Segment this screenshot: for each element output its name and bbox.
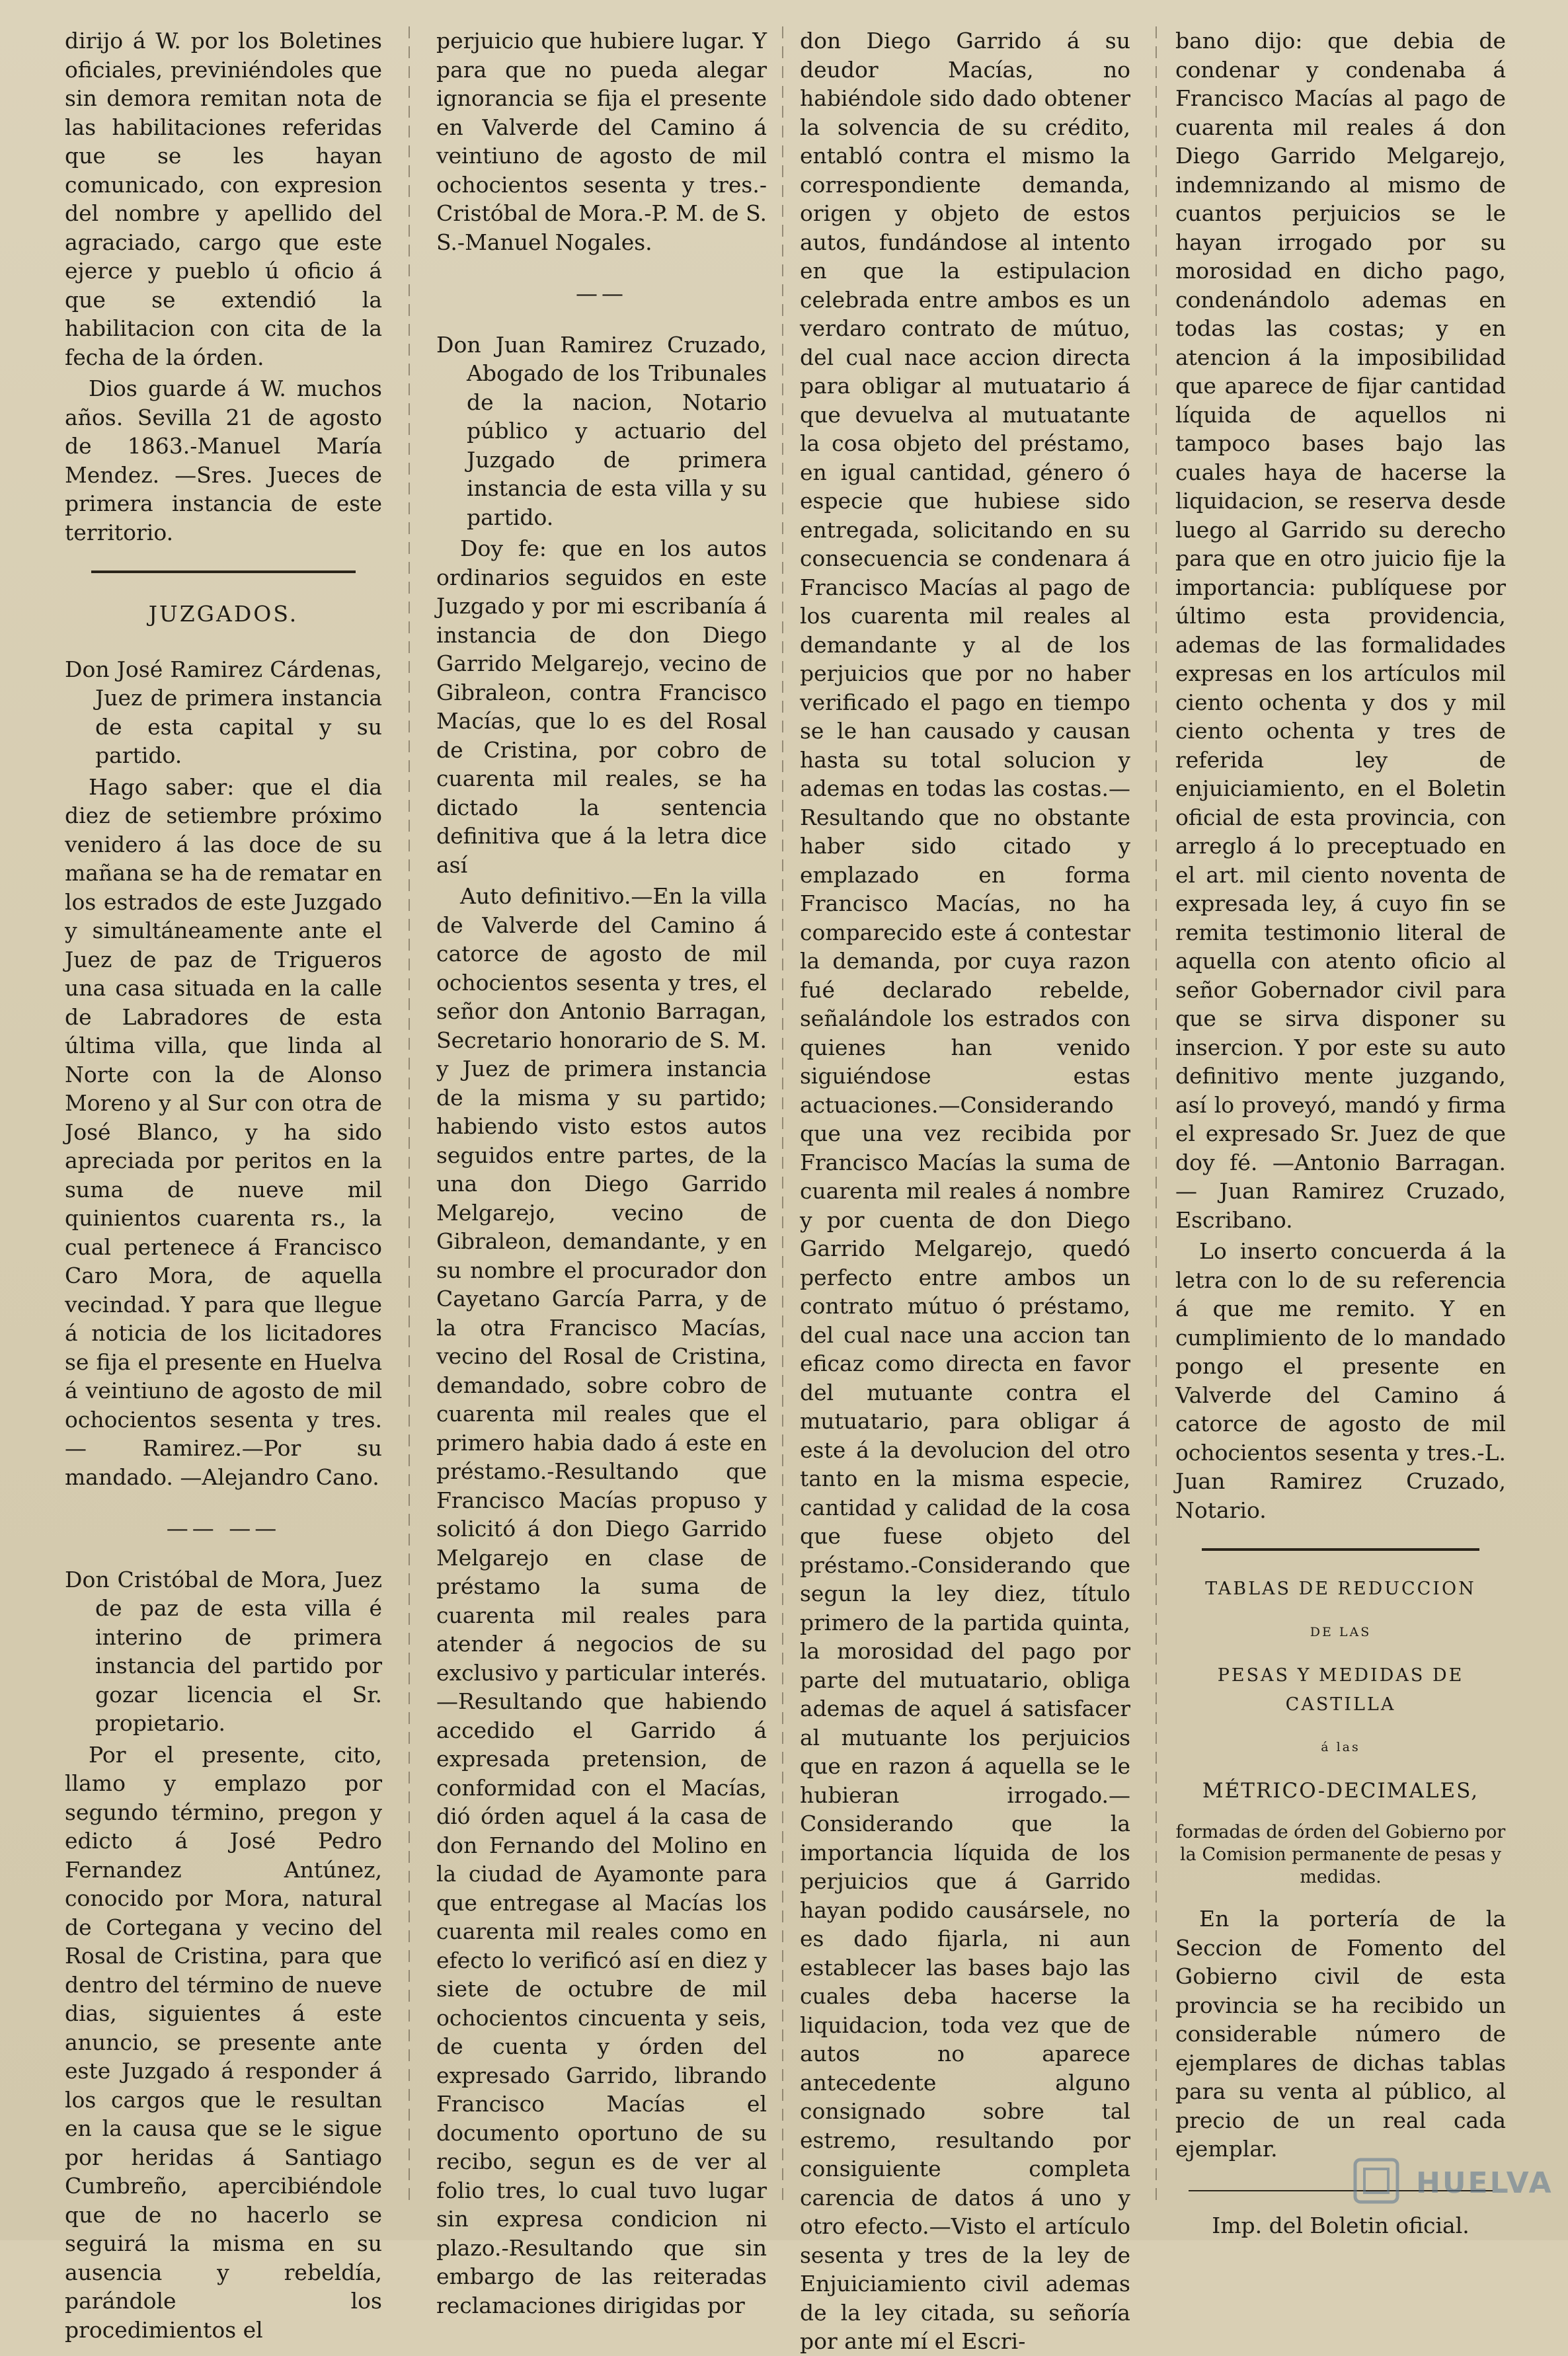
column-3 <box>800 26 1130 2354</box>
watermark-text: HUELVA <box>1416 2166 1553 2200</box>
section-rule <box>1202 1548 1479 1551</box>
paragraph: Lo inserto concuerda á la letra con lo de su referencia á que me remito. Y en cumplimiento de lo mandado pongo el presente en Valverde del Camino á catorce de agosto de mil ochocientos sesenta y tres.-L. Juan Ramirez Cruzado, Notario. <box>1175 1238 1506 1523</box>
paragraph: perjuicio que hubiere lugar. Y para que no pueda alegar ignorancia se fija el presente en Valverde del Camino á veintiuno de agosto de mil ochocientos sesenta y tres.- Cristóbal de Mora.-P. M. de S. S.-Manuel Nogales. <box>436 28 767 255</box>
paragraph: don Diego Garrido á su deudor Macías, no habiéndole sido dado obtener la solvencia de su crédito, entabló contra el mismo la correspondiente demanda, origen y objeto de estos autos, fundándose al intento en que la estipulacion celebrada entre ambos es un verdaro contrato de mútuo, del cual nace accion directa para obligar al mutuatario á que devuelva al mutuatante la cosa objeto del préstamo, en igual cantidad, género ó especie que hubiese sido entregada, solicitando en su consecuencia se condenara á Francisco Macías al pago de los cuarenta mil reales al demandante y al de los perjuicios que por no haber verificado el pago en tiempo se le han causado y causan hasta su total solucion y ademas en todas las costas.—Resultando que no obstante haber sido citado y emplazado en forma Francisco Macías, no ha comparecido este á contestar la demanda, por cuya razon fué declarado rebelde, señalándole los estrados con quienes han venido siguiéndose estas actuaciones.—Considerando que una vez recibida por Francisco Macías la suma de cuarenta mil reales á nombre y por cuenta de don Diego Garrido Melgarejo, quedó perfecto entre ambos un contrato mútuo ó préstamo, del cual nace una accion tan eficaz como directa en favor del mutuante contra el mutuatario, para obligar á este á la devolucion del otro tanto en la misma especie, cantidad y calidad de la cosa que fuese objeto del préstamo.-Considerando que segun la ley diez, título primero de la partida quinta, la morosidad del pago por parte del mutuatario, obliga ademas de aquel á satisfacer al mutuante los perjuicios que en razon á aquella se le hubieran irrogado.—Considerando que la importancia líquida de los perjuicios que á Garrido hayan podido causársele, no es dado fijarla, ni aun establecer las bases bajo las cuales deba hacerse la liquidacion, toda vez que de autos no aparece antecedente alguno consignado sobre tal estremo, resultando por consiguiente completa carencia de datos á uno y otro efecto.—Visto el artículo sesenta y tres de la ley de Enjuiciamiento civil ademas de la ley citada, su señoría por ante mí el Escri- <box>800 28 1130 2354</box>
separator: —— —— <box>166 1515 281 1541</box>
tables-title: PESAS Y MEDIDAS DE CASTILLA <box>1217 1665 1464 1715</box>
section-rule <box>91 570 356 573</box>
paragraph: dirijo á W. por los Boletines oficiales, previniéndoles que sin demora remitan nota de las habilitaciones referidas que se les hayan comunicado, con expresion del nombre y apellido del agraciado, cargo que este ejerce y pueblo ú oficio á que se extendió la habilitacion con cita de la fecha de la órden. <box>65 28 382 370</box>
notice-heading: Don Cristóbal de Mora, Juez de paz de esta villa é interino de primera instancia del partido por gozar licencia el Sr. propietario. <box>65 1566 382 1736</box>
tables-subtitle: DE LAS <box>1310 1624 1372 1639</box>
paragraph: bano dijo: que debia de condenar y condenaba á Francisco Macías al pago de cuarenta mil reales á don Diego Garrido Melgarejo, indemnizando al mismo de cuantos perjuicios se le hayan irrogado por su morosidad en dicho pago, condenándolo ademas en todas las costas; y en atencion á la imposibilidad que aparece de fijar cantidad líquida de aquellos ni tampoco bases bajo las cuales haya de hacerse la liquidacion, se reserva desde luego al Garrido su derecho para que en otro juicio fije la importancia: publíquese por último esta providencia, ademas de las formalidades expresas en los artículos mil ciento ochenta y dos y mil ciento ochenta y tres de referida ley de enjuiciamiento, en el Boletin oficial de esta provincia, con arreglo á lo preceptuado en el art. mil ciento noventa de expresada ley, á cuyo fin se remita testimonio literal de aquella con atento oficio al señor Gobernador civil para que se sirva disponer su insercion. Y por este su auto definitivo mente juzgando, así lo proveyó, mandó y firma el expresado Sr. Juez de que doy fé. —Antonio Barragan. — Juan Ramirez Cruzado, Escribano. <box>1175 28 1506 1233</box>
notice-heading: Don José Ramirez Cárdenas, Juez de primera instancia de esta capital y su partido. <box>65 656 382 768</box>
imprint: Imp. del Boletin oficial. <box>1212 2212 1470 2238</box>
column-2 <box>436 26 767 2318</box>
watermark-logo <box>1350 2154 1553 2214</box>
column-1 <box>65 26 382 2343</box>
tables-note: formadas de órden del Gobierno por la Comision permanente de pesas y medidas. <box>1175 1822 1506 1887</box>
paragraph: Auto definitivo.—En la villa de Valverde del Camino á catorce de agosto de mil ochocientos sesenta y tres, el señor don Antonio Barragan, Secretario honorario de S. M. y Juez de primera instancia de la misma y su partido; habiendo visto estos autos seguidos entre partes, de la una don Diego Garrido Melgarejo, vecino de Gibraleon, demandante, y en su nombre el procurador don Cayetano García Parra, y de la otra Francisco Macías, vecino del Rosal de Cristina, demandado, sobre cobro de cuarenta mil reales que el primero habia dado á este en préstamo.-Resultando que Francisco Macías propuso y solicitó á don Diego Garrido Melgarejo en clase de préstamo la suma de cuarenta mil reales para atender á negocios de su exclusivo y particular interés.—Resultando que habiendo accedido el Garrido á expresada pretension, de conformidad con el Macías, dió órden aquel á la casa de don Fernando del Molino en la ciudad de Ayamonte para que entregase al Macías los cuarenta mil reales como en efecto lo verificó así en diez y siete de octubre de mil ochocientos cincuenta y seis, de cuenta y órden del expresado Garrido, librando Francisco Macías el documento oportuno de su recibo, segun es de ver al folio tres, lo cual tuvo lugar sin expresa condicion ni plazo.-Resultando que sin embargo de las reiteradas reclamaciones dirigidas por <box>436 883 767 2318</box>
section-title: JUZGADOS. <box>148 601 299 627</box>
column-divider <box>409 26 410 2201</box>
tables-title: TABLAS DE REDUCCION <box>1205 1579 1476 1599</box>
notice-heading: Don Juan Ramirez Cruzado, Abogado de los Tribunales de la nacion, Notario público y actuario del Juzgado de primera instancia de esta villa y su partido. <box>436 331 767 530</box>
paragraph: Dios guarde á W. muchos años. Sevilla 21 de agosto de 1863.-Manuel María Mendez. —Sres. Jueces de primera instancia de este territorio. <box>65 375 382 545</box>
column-divider <box>782 26 783 2201</box>
paragraph: Doy fe: que en los autos ordinarios seguidos en este Juzgado y por mi escribanía á instancia de don Diego Garrido Melgarejo, vecino de Gibraleon, contra Francisco Macías, que lo es del Rosal de Cristina, por cobro de cuarenta mil reales, se ha dictado la sentencia definitiva que á la letra dice así <box>436 535 767 878</box>
tables-title: MÉTRICO-DECIMALES, <box>1202 1778 1479 1803</box>
separator: —— <box>576 280 627 306</box>
seal-icon <box>1350 2154 1403 2207</box>
paragraph: En la portería de la Seccion de Fomento del Gobierno civil de esta provincia se ha recibido un considerable número de ejemplares de dichas tablas para su venta al público, al precio de un real cada ejemplar. <box>1175 1906 1506 2162</box>
paragraph: Hago saber: que el dia diez de setiembre próximo venidero á las doce de su mañana se ha de rematar en los estrados de este Juzgado y simultáneamente ante el Juez de paz de Trigueros una casa situada en la calle de Labradores de esta última villa, que linda al Norte con la de Alonso Moreno y al Sur con otra de José Blanco, y ha sido apreciada por peritos en la suma de nueve mil quinientos cuarenta rs., la cual pertenece á Francisco Caro Mora, de aquella vecindad. Y para que llegue á noticia de los licitadores se fija el presente en Huelva á veintiuno de agosto de mil ochocientos sesenta y tres.— Ramirez.—Por su mandado. —Alejandro Cano. <box>65 773 382 1490</box>
column-divider <box>1156 26 1157 2201</box>
column-4 <box>1175 26 1506 2238</box>
tables-subtitle: á las <box>1321 1740 1360 1754</box>
paragraph: Por el presente, cito, llamo y emplazo por segundo término, pregon y edicto á José Pedro Fernandez Antúnez, conocido por Mora, natural de Cortegana y vecino del Rosal de Cristina, para que dentro del término de nueve dias, siguientes á este anuncio, se presente ante este Juzgado á responder á los cargos que le resultan en la causa que se le sigue por heridas á Santiago Cumbreño, apercibiéndole que de no hacerlo se seguirá la misma en su ausencia y rebeldía, parándole los procedimientos el <box>65 1741 382 2343</box>
